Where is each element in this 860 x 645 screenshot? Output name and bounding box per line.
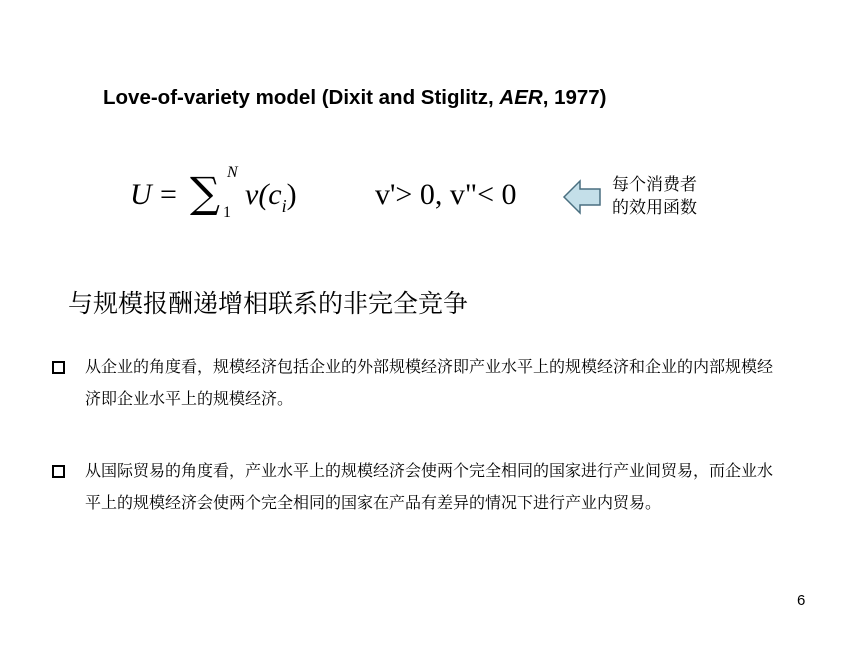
bullet-item xyxy=(52,455,782,519)
square-bullet-icon xyxy=(52,361,65,374)
bullet-text: 从企业的角度看，规模经济包括企业的外部规模经济即产业水平上的规模经济和企业的内部规模经济即企业水平上的规模经济。 xyxy=(85,357,774,408)
slide-title xyxy=(103,86,607,110)
note-line-2: 的效用函数 xyxy=(612,198,697,218)
formula-term-v: v(c xyxy=(245,178,282,211)
formula-conditions: v'> 0, v"< 0 xyxy=(375,178,517,211)
title-year: , 1977) xyxy=(542,86,607,109)
section-heading: 与规模报酬递增相联系的非完全竞争 xyxy=(68,289,469,318)
formula-term-close: ) xyxy=(286,178,297,211)
sum-upper-limit: N xyxy=(227,164,238,181)
title-text: Love-of-variety model (Dixit and Stiglitz, xyxy=(103,86,500,109)
bullet-text: 从国际贸易的角度看，产业水平上的规模经济会使两个完全相同的国家进行产业间贸易，而企业水平上的规模经济会使两个完全相同的国家在产品有差异的情况下进行产业内贸易。 xyxy=(85,461,774,512)
sigma-symbol: ∑ xyxy=(190,168,220,217)
sum-lower-limit: 1 xyxy=(223,204,231,221)
formula-note xyxy=(612,174,697,220)
left-arrow-icon xyxy=(562,178,602,216)
formula-equals: = xyxy=(160,178,177,211)
utility-formula xyxy=(130,164,550,221)
formula-term-subscript: i xyxy=(281,196,287,216)
title-journal: AER xyxy=(499,86,543,109)
square-bullet-icon xyxy=(52,465,65,478)
formula-lhs: U xyxy=(130,178,152,211)
page-number: 6 xyxy=(797,592,806,609)
bullet-item xyxy=(52,351,782,415)
note-line-1: 每个消费者 xyxy=(612,175,697,195)
formula-term xyxy=(245,178,297,216)
